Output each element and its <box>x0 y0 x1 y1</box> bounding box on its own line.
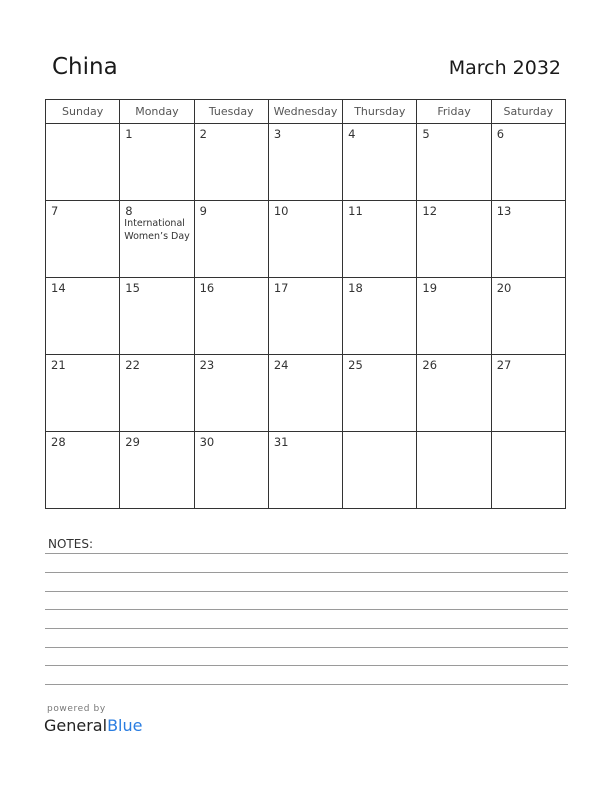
day-number: 16 <box>199 281 215 295</box>
day-cell <box>46 278 120 355</box>
weekday-header: Wednesday <box>268 100 342 124</box>
day-cell <box>194 124 268 201</box>
day-number: 21 <box>51 358 66 372</box>
day-cell <box>417 278 491 355</box>
day-cell <box>46 432 120 509</box>
note-line <box>45 647 568 648</box>
week-row <box>46 124 566 201</box>
day-number: 7 <box>51 204 59 218</box>
note-line <box>45 665 568 666</box>
day-number: 9 <box>199 204 207 218</box>
weekday-header: Sunday <box>46 100 120 124</box>
day-cell <box>120 278 194 355</box>
day-number: 3 <box>273 127 282 141</box>
day-number: 1 <box>125 127 133 141</box>
day-cell <box>343 201 417 278</box>
note-line <box>45 553 568 554</box>
calendar-grid <box>45 99 566 509</box>
day-number: 24 <box>273 358 289 372</box>
brand-general: General <box>44 716 108 735</box>
week-row <box>46 432 566 509</box>
brand-logo <box>44 716 142 735</box>
day-number: 13 <box>496 204 512 218</box>
day-number: 15 <box>125 281 140 295</box>
day-number: 30 <box>199 435 215 449</box>
day-cell <box>120 432 194 509</box>
day-cell <box>491 124 565 201</box>
day-number: 27 <box>496 358 512 372</box>
week-row <box>46 278 566 355</box>
day-cell <box>491 432 565 509</box>
day-number: 29 <box>125 435 140 449</box>
day-cell <box>268 355 342 432</box>
note-line <box>45 684 568 685</box>
day-cell <box>343 432 417 509</box>
day-number: 2 <box>199 127 207 141</box>
note-line <box>45 628 568 629</box>
day-cell <box>46 124 120 201</box>
day-number: 23 <box>199 358 215 372</box>
day-number: 4 <box>348 127 356 141</box>
day-number: 10 <box>273 204 289 218</box>
day-cell <box>491 201 565 278</box>
day-cell <box>268 278 342 355</box>
day-number: 11 <box>348 204 363 218</box>
day-number: 14 <box>51 281 66 295</box>
day-cell <box>194 432 268 509</box>
day-number: 17 <box>273 281 289 295</box>
day-cell <box>417 432 491 509</box>
day-number: 28 <box>51 435 66 449</box>
day-cell <box>46 201 120 278</box>
day-number: 5 <box>422 127 430 141</box>
week-row <box>46 201 566 278</box>
day-number: 20 <box>496 281 512 295</box>
day-cell <box>268 432 342 509</box>
weekday-header: Friday <box>417 100 491 124</box>
day-cell <box>343 124 417 201</box>
day-cell <box>417 201 491 278</box>
day-number: 6 <box>496 127 505 141</box>
day-cell <box>491 355 565 432</box>
holiday-label: International Women’s Day <box>124 218 190 242</box>
day-cell <box>194 278 268 355</box>
country-title: China <box>52 54 118 80</box>
day-number: 12 <box>422 204 438 218</box>
day-cell <box>194 355 268 432</box>
day-cell <box>417 355 491 432</box>
day-number: 18 <box>348 281 363 295</box>
day-cell <box>46 355 120 432</box>
day-number: 31 <box>273 435 289 449</box>
weekday-header: Tuesday <box>194 100 268 124</box>
day-cell <box>343 278 417 355</box>
day-cell <box>268 124 342 201</box>
powered-by-text: powered by <box>47 704 106 714</box>
weekday-header: Thursday <box>343 100 417 124</box>
day-number: 19 <box>422 281 438 295</box>
note-line <box>45 572 568 573</box>
day-number: 22 <box>125 358 140 372</box>
weekday-header: Monday <box>120 100 194 124</box>
day-cell <box>491 278 565 355</box>
day-number: 26 <box>422 358 438 372</box>
note-line <box>45 609 568 610</box>
day-cell <box>120 355 194 432</box>
day-number: 8 <box>125 204 133 218</box>
day-cell <box>120 124 194 201</box>
day-cell <box>194 201 268 278</box>
day-cell <box>120 201 194 278</box>
day-cell <box>268 201 342 278</box>
week-row <box>46 355 566 432</box>
day-cell <box>417 124 491 201</box>
weekday-header-row <box>46 100 566 124</box>
notes-label: NOTES: <box>48 537 93 551</box>
month-year-title: March 2032 <box>448 57 561 79</box>
brand-blue: Blue <box>107 716 143 735</box>
day-number: 25 <box>348 358 363 372</box>
day-cell <box>343 355 417 432</box>
note-line <box>45 591 568 592</box>
weekday-header: Saturday <box>491 100 565 124</box>
